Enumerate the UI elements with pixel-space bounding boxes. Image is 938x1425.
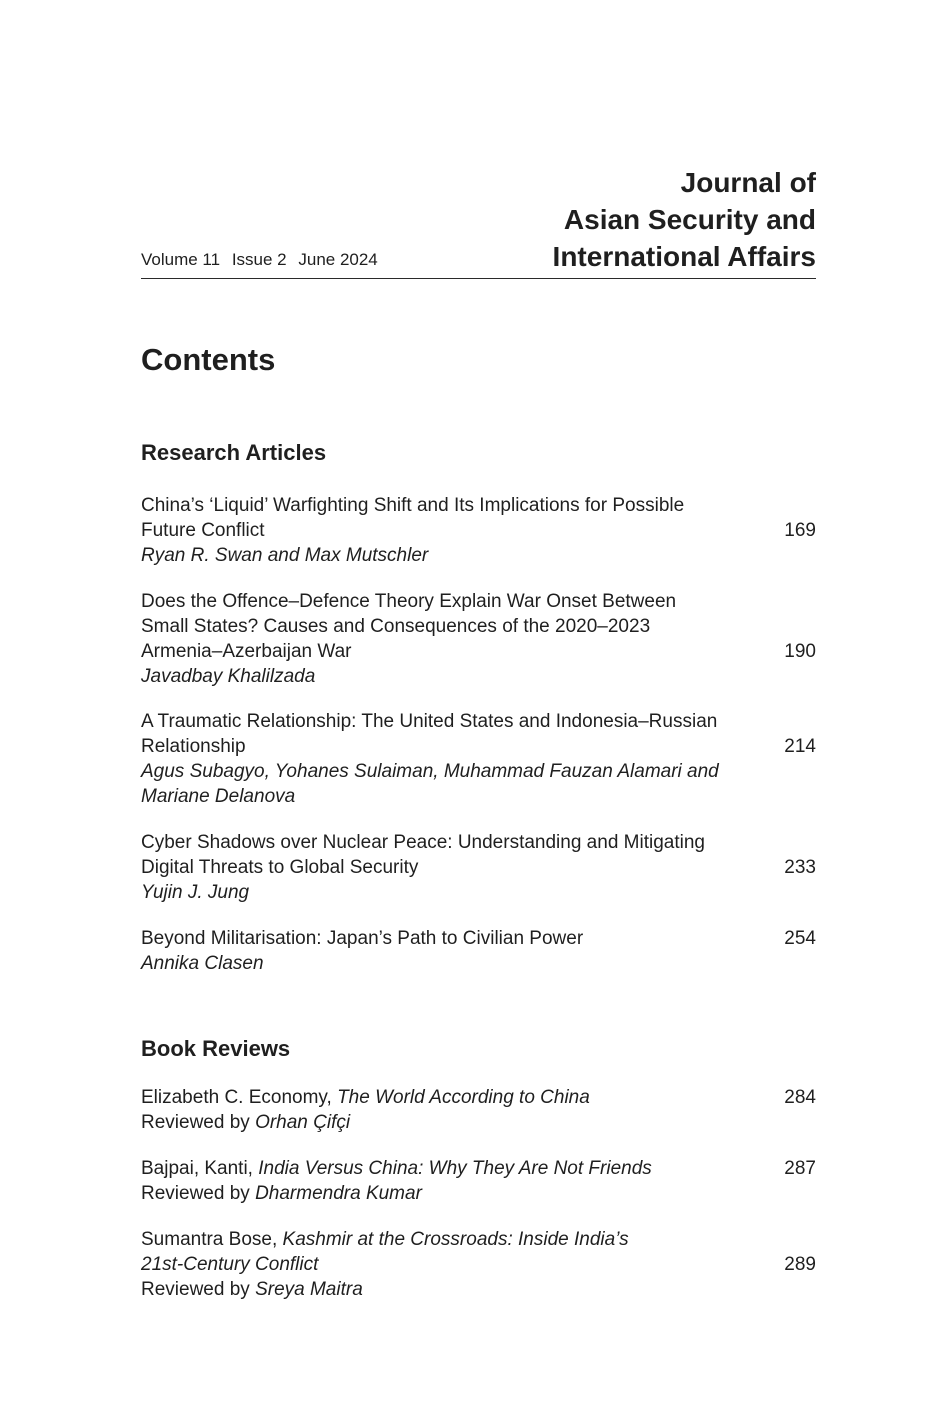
article-authors: Ryan R. Swan and Max Mutschler xyxy=(141,545,429,566)
reviewed-by-label: Reviewed by xyxy=(141,1279,250,1300)
article-text xyxy=(141,589,731,689)
article-authors: Annika Clasen xyxy=(141,953,264,974)
article-title-line: China’s ‘Liquid’ Warfighting Shift and Its Implications for Possible xyxy=(141,495,685,516)
review-book-line xyxy=(141,1085,731,1110)
article-authors: Agus Subagyo, Yohanes Sulaiman, Muhammad Fauzan Alamari and xyxy=(141,761,719,782)
page-number: 289 xyxy=(784,1254,816,1275)
issue-info xyxy=(141,250,385,270)
article-entry[interactable] xyxy=(141,830,816,905)
review-text xyxy=(141,1156,731,1206)
review-book-line xyxy=(141,1156,731,1181)
article-authors: Yujin J. Jung xyxy=(141,882,250,903)
reviewer-line xyxy=(141,1110,731,1135)
article-title-line: Cyber Shadows over Nuclear Peace: Understanding and Mitigating xyxy=(141,832,705,853)
review-entry[interactable] xyxy=(141,1227,816,1302)
toc-page xyxy=(141,0,816,1425)
page-number: 287 xyxy=(784,1158,816,1179)
page-number: 214 xyxy=(784,736,816,757)
book-title: Kashmir at the Crossroads: Inside India’s xyxy=(282,1229,629,1250)
page-number: 254 xyxy=(784,928,816,949)
review-book-line xyxy=(141,1227,731,1252)
contents-heading: Contents xyxy=(141,342,276,377)
review-text xyxy=(141,1227,731,1302)
reviewed-by-label: Reviewed by xyxy=(141,1183,250,1204)
reviewer-name: Dharmendra Kumar xyxy=(255,1183,422,1204)
article-text xyxy=(141,493,731,568)
reviewed-by-label: Reviewed by xyxy=(141,1112,250,1133)
article-title-line: Small States? Causes and Consequences of the 2020–2023 xyxy=(141,616,651,637)
book-title-continued: 21st-Century Conflict xyxy=(141,1254,319,1275)
article-entry[interactable] xyxy=(141,493,816,568)
reviewer-name: Sreya Maitra xyxy=(255,1279,363,1300)
article-entry[interactable] xyxy=(141,926,816,976)
article-title-line: Beyond Militarisation: Japan’s Path to Civilian Power xyxy=(141,928,584,949)
page-number: 233 xyxy=(784,857,816,878)
journal-title-line: Journal of xyxy=(680,167,816,198)
review-text xyxy=(141,1085,731,1135)
article-text xyxy=(141,830,731,905)
journal-title-line: Asian Security and xyxy=(563,204,816,235)
article-authors: Javadbay Khalilzada xyxy=(141,666,316,687)
book-author: Elizabeth C. Economy, xyxy=(141,1087,332,1108)
article-text xyxy=(141,709,731,809)
article-title-line: Relationship xyxy=(141,736,246,757)
article-text xyxy=(141,926,731,976)
page-number: 284 xyxy=(784,1087,816,1108)
book-title: India Versus China: Why They Are Not Friends xyxy=(258,1158,652,1179)
review-entry[interactable] xyxy=(141,1156,816,1206)
page-number: 190 xyxy=(784,641,816,662)
article-authors: Mariane Delanova xyxy=(141,786,296,807)
volume-label: Volume 11 xyxy=(141,250,221,269)
masthead xyxy=(141,160,816,279)
reviewer-line xyxy=(141,1277,731,1302)
book-author: Sumantra Bose, xyxy=(141,1229,278,1250)
reviewer-line xyxy=(141,1181,731,1206)
reviewer-name: Orhan Çifçi xyxy=(255,1112,351,1133)
book-title: The World According to China xyxy=(337,1087,590,1108)
research-articles-heading: Research Articles xyxy=(141,440,327,465)
article-entry[interactable] xyxy=(141,589,816,689)
page-number: 169 xyxy=(784,520,816,541)
article-title-line: Digital Threats to Global Security xyxy=(141,857,419,878)
article-title-line: Future Conflict xyxy=(141,520,265,541)
article-title-line: Armenia–Azerbaijan War xyxy=(141,641,352,662)
issue-label: Issue 2 xyxy=(231,250,287,269)
book-author: Bajpai, Kanti, xyxy=(141,1158,253,1179)
article-entry[interactable] xyxy=(141,709,816,809)
review-entry[interactable] xyxy=(141,1085,816,1135)
article-title-line: Does the Offence–Defence Theory Explain War Onset Between xyxy=(141,591,677,612)
journal-title xyxy=(553,164,816,275)
journal-title-line: International Affairs xyxy=(552,241,816,272)
book-reviews-heading: Book Reviews xyxy=(141,1036,291,1061)
article-title-line: A Traumatic Relationship: The United States and Indonesia–Russian xyxy=(141,711,718,732)
date-label: June 2024 xyxy=(298,250,378,269)
